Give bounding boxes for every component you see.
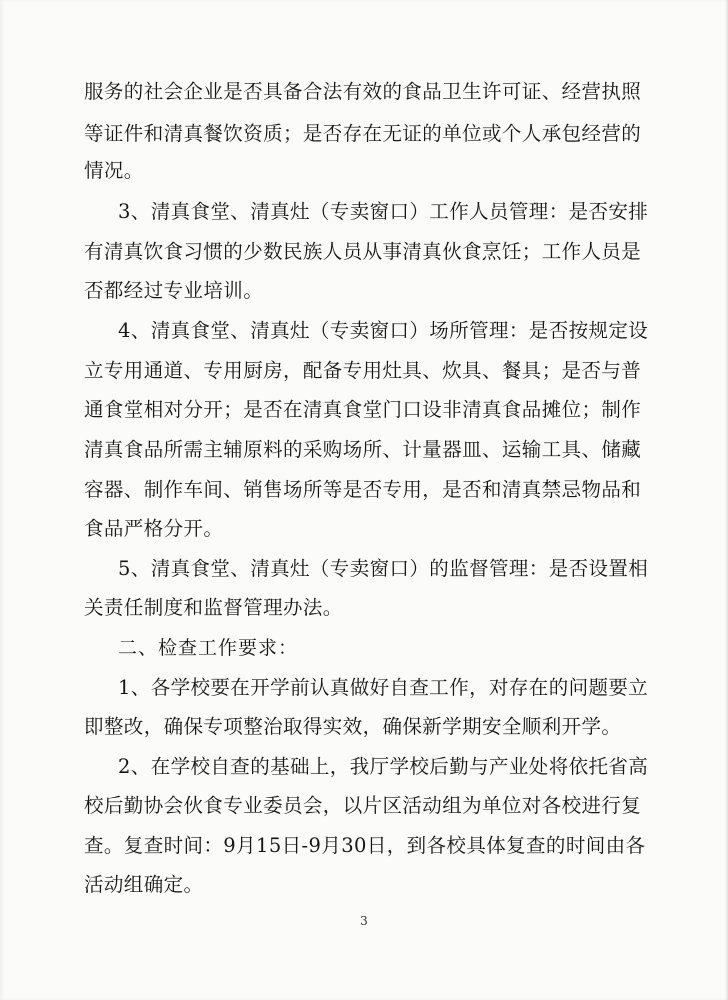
paragraph-line: 服务的社会企业是否具备合法有效的食品卫生许可证、经营执照 xyxy=(84,80,642,103)
paragraph-line: 4、清真食堂、清真灶（专卖窗口）场所管理：是否按规定设 xyxy=(118,319,649,342)
paragraph-line: 等证件和清真餐饮资质；是否存在无证的单位或个人承包经营的 xyxy=(84,122,642,145)
paragraph-line: 5、清真食堂、清真灶（专卖窗口）的监督管理：是否设置相 xyxy=(118,557,649,580)
paragraph-line: 校后勤协会伙食专业委员会，以片区活动组为单位对各校进行复 xyxy=(84,794,642,817)
paragraph-line: 关责任制度和监督管理办法。 xyxy=(84,596,343,619)
paragraph-line: 食品严格分开。 xyxy=(84,517,224,540)
paragraph-line: 清真食品所需主辅原料的采购场所、计量器皿、运输工具、储藏 xyxy=(84,438,642,461)
paragraph-line: 3、清真食堂、清真灶（专卖窗口）工作人员管理：是否安排 xyxy=(118,200,649,223)
paragraph-line: 通食堂相对分开；是否在清真食堂门口设非清真食品摊位；制作 xyxy=(84,398,642,421)
paragraph-line: 1、各学校要在开学前认真做好自查工作，对存在的问题要立 xyxy=(118,676,649,699)
paragraph-line: 有清真饮食习惯的少数民族人员从事清真伙食烹饪；工作人员是 xyxy=(84,240,642,263)
paragraph-line: 活动组确定。 xyxy=(84,873,204,896)
paragraph-line: 查。复查时间：9月15日-9月30日，到各校具体复查的时间由各 xyxy=(84,834,646,857)
paragraph-line: 情况。 xyxy=(84,159,144,182)
paragraph-line: 立专用通道、专用厨房，配备专用灶具、炊具、餐具；是否与普 xyxy=(84,359,642,382)
page-number: 3 xyxy=(360,914,368,928)
section-heading: 二、检查工作要求： xyxy=(118,637,299,659)
paragraph-line: 2、在学校自查的基础上，我厅学校后勤与产业处将依托省高 xyxy=(118,755,649,778)
paragraph-line: 即整改，确保专项整治取得实效，确保新学期安全顺利开学。 xyxy=(84,715,622,738)
paragraph-line: 容器、制作车间、销售场所等是否专用，是否和清真禁忌物品和 xyxy=(84,478,642,501)
paragraph-line: 否都经过专业培训。 xyxy=(84,279,264,302)
